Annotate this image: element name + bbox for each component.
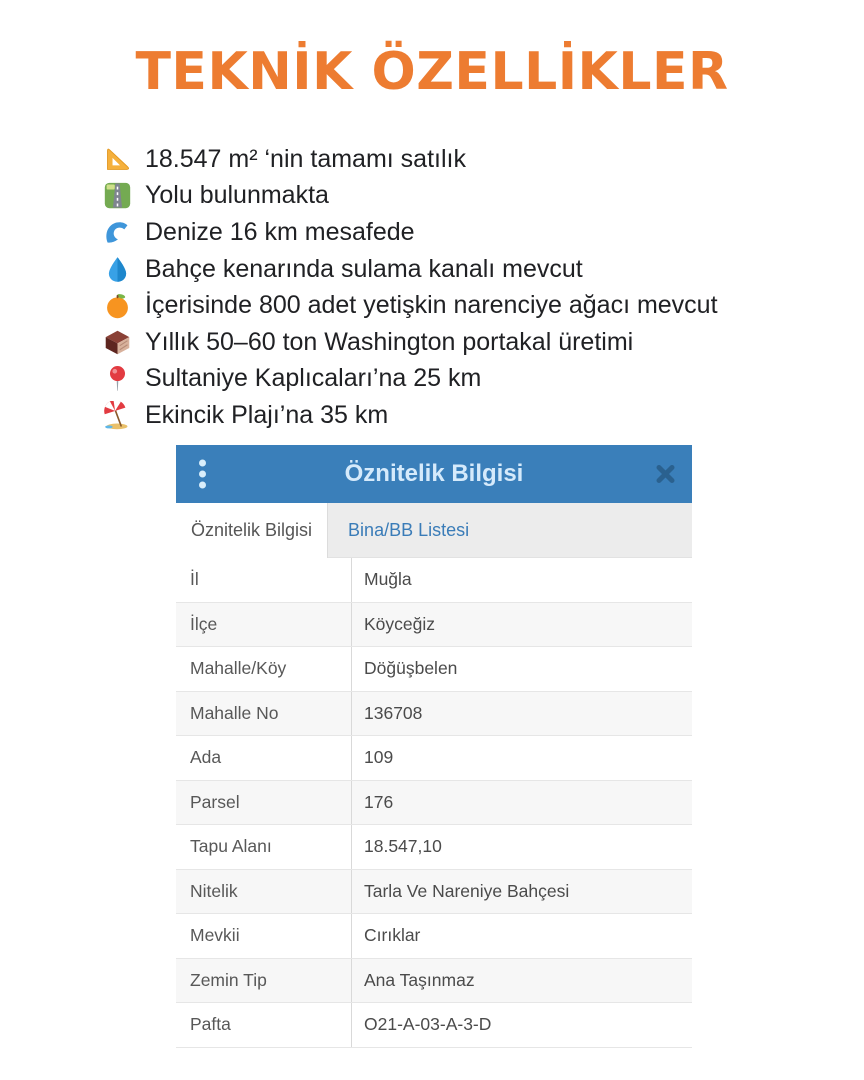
tangerine-icon	[103, 291, 132, 320]
feature-text: İçerisinde 800 adet yetişkin narenciye ağacı mevcut	[145, 291, 718, 320]
package-box-icon	[103, 328, 132, 357]
feature-item	[103, 287, 718, 324]
row-label: Nitelik	[176, 870, 352, 914]
attribute-info-dialog	[176, 445, 692, 1048]
feature-text: 18.547 m² ‘nin tamamı satılık	[145, 144, 466, 173]
feature-text: Sultaniye Kaplıcaları’na 25 km	[145, 364, 482, 393]
close-button[interactable]	[651, 460, 680, 489]
table-row	[176, 647, 692, 692]
feature-text: Yıllık 50–60 ton Washington portakal üretimi	[145, 327, 634, 356]
row-label: Mahalle No	[176, 692, 352, 736]
row-value: 136708	[364, 702, 423, 723]
kebab-menu-icon	[198, 459, 207, 490]
row-value: 18.547,10	[364, 836, 442, 857]
feature-item	[103, 178, 718, 215]
feature-text: Ekincik Plajı’na 35 km	[145, 400, 389, 429]
tab[interactable]	[328, 503, 489, 557]
row-label: Zemin Tip	[176, 959, 352, 1003]
table-row	[176, 781, 692, 826]
tab[interactable]	[176, 503, 328, 558]
row-label: Mevkii	[176, 914, 352, 958]
table-row	[176, 692, 692, 737]
page-title: TEKNİK ÖZELLİKLER	[135, 42, 729, 102]
triangular-ruler-icon	[103, 145, 132, 174]
tab-label: Bina/BB Listesi	[348, 519, 470, 540]
row-value: Cırıklar	[364, 925, 421, 946]
table-row	[176, 603, 692, 648]
water-wave-icon	[103, 218, 132, 247]
table-row	[176, 1003, 692, 1048]
feature-text: Denize 16 km mesafede	[145, 217, 415, 246]
table-row	[176, 825, 692, 870]
row-value: Ana Taşınmaz	[364, 969, 475, 990]
tab-label: Öznitelik Bilgisi	[191, 520, 313, 540]
row-value: 109	[364, 747, 394, 768]
row-value: 176	[364, 791, 394, 812]
feature-list	[103, 141, 718, 434]
table-row	[176, 736, 692, 781]
feature-text: Bahçe kenarında sulama kanalı mevcut	[145, 254, 583, 283]
close-icon	[655, 464, 676, 485]
row-value: O21-A-03-A-3-D	[364, 1014, 492, 1035]
round-pushpin-icon	[103, 364, 132, 393]
feature-item	[103, 397, 718, 434]
beach-umbrella-icon	[103, 401, 132, 430]
dialog-title: Öznitelik Bilgisi	[344, 460, 524, 487]
feature-item	[103, 214, 718, 251]
feature-item	[103, 251, 718, 288]
menu-button[interactable]	[190, 455, 215, 494]
table-row	[176, 959, 692, 1004]
row-label: Pafta	[176, 1003, 352, 1047]
row-value: Muğla	[364, 569, 412, 590]
feature-item	[103, 141, 718, 178]
row-label: İlçe	[176, 603, 352, 647]
tab-bar	[176, 503, 692, 558]
feature-item	[103, 324, 718, 361]
motorway-icon	[103, 181, 132, 210]
table-row	[176, 558, 692, 603]
table-row	[176, 870, 692, 915]
attribute-table	[176, 558, 692, 1048]
row-value: Köyceğiz	[364, 613, 436, 634]
droplet-icon	[103, 255, 132, 284]
dialog-header[interactable]	[176, 445, 692, 503]
row-value: Tarla Ve Nareniye Bahçesi	[364, 880, 570, 901]
row-value: Döğüşbelen	[364, 658, 458, 679]
row-label: Ada	[176, 736, 352, 780]
row-label: İl	[176, 558, 352, 602]
row-label: Mahalle/Köy	[176, 647, 352, 691]
feature-text: Yolu bulunmakta	[145, 181, 329, 210]
feature-item	[103, 361, 718, 398]
table-row	[176, 914, 692, 959]
row-label: Parsel	[176, 781, 352, 825]
row-label: Tapu Alanı	[176, 825, 352, 869]
